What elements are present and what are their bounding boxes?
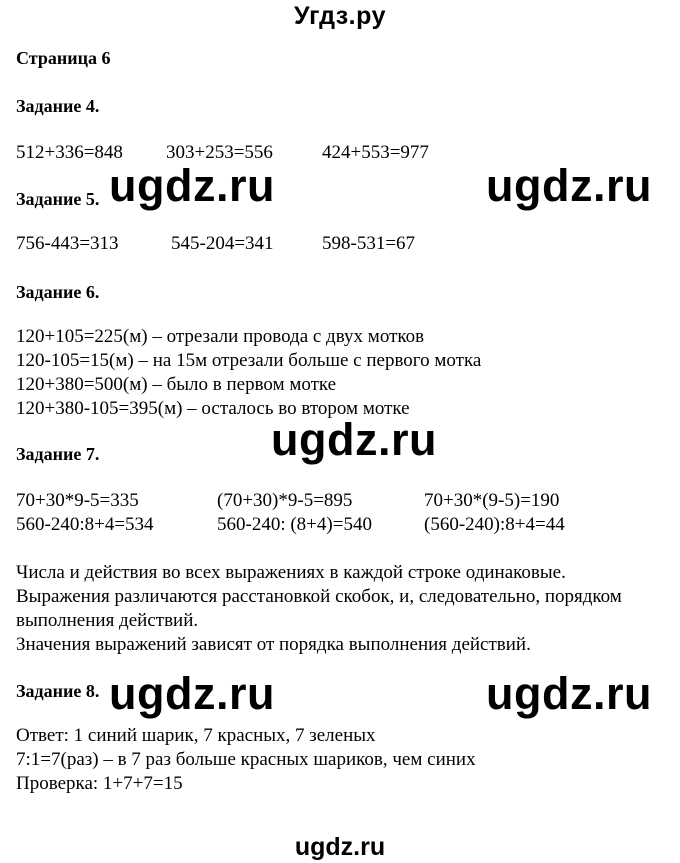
task7-expr-5: 560-240: (8+4)=540	[217, 514, 372, 535]
watermark: ugdz.ru	[109, 668, 275, 719]
task6-line-1: 120+105=225(м) – отрезали провода с двух мотков	[16, 326, 425, 347]
task8-line-2: 7:1=7(раз) – в 7 раз больше красных шариков, чем синих	[16, 749, 476, 770]
task4-heading: Задание 4.	[16, 96, 100, 116]
task7-text-2: Выражения различаются расстановкой скобок, и, следовательно, порядком	[16, 586, 622, 607]
watermark: ugdz.ru	[109, 160, 275, 211]
task6-line-3: 120+380=500(м) – было в первом мотке	[16, 374, 337, 395]
task5-expr-1: 756-443=313	[16, 233, 119, 254]
task7-text-4: Значения выражений зависят от порядка выполнения действий.	[16, 634, 531, 655]
task7-expr-4: 560-240:8+4=534	[16, 514, 154, 535]
watermark: ugdz.ru	[271, 414, 437, 465]
site-title: Угдз.ру	[294, 2, 386, 30]
task7-expr-6: (560-240):8+4=44	[424, 514, 565, 535]
page-label: Страница 6	[16, 48, 111, 68]
task4-expr-3: 424+553=977	[322, 142, 429, 163]
task5-expr-3: 598-531=67	[322, 233, 416, 254]
task7-text-1: Числа и действия во всех выражениях в каждой строке одинаковые.	[16, 562, 566, 583]
watermark: ugdz.ru	[486, 160, 652, 211]
task6-line-2: 120-105=15(м) – на 15м отрезали больше с первого мотка	[16, 350, 482, 371]
task8-heading: Задание 8.	[16, 681, 100, 701]
footer-watermark: ugdz.ru	[294, 833, 386, 861]
task6-line-4: 120+380-105=395(м) – осталось во втором мотке	[16, 398, 410, 419]
task8-line-3: Проверка: 1+7+7=15	[16, 773, 183, 794]
task7-heading: Задание 7.	[16, 444, 100, 464]
task6-heading: Задание 6.	[16, 282, 100, 302]
task7-expr-3: 70+30*(9-5)=190	[424, 490, 560, 511]
task8-line-1: Ответ: 1 синий шарик, 7 красных, 7 зеленых	[16, 725, 376, 746]
task4-expr-1: 512+336=848	[16, 142, 123, 163]
watermark: ugdz.ru	[486, 668, 652, 719]
task7-expr-2: (70+30)*9-5=895	[217, 490, 353, 511]
task7-text-3: выполнения действий.	[16, 610, 199, 631]
task7-expr-1: 70+30*9-5=335	[16, 490, 139, 511]
task5-heading: Задание 5.	[16, 189, 100, 209]
task5-expr-2: 545-204=341	[171, 233, 274, 254]
task4-expr-2: 303+253=556	[166, 142, 273, 163]
